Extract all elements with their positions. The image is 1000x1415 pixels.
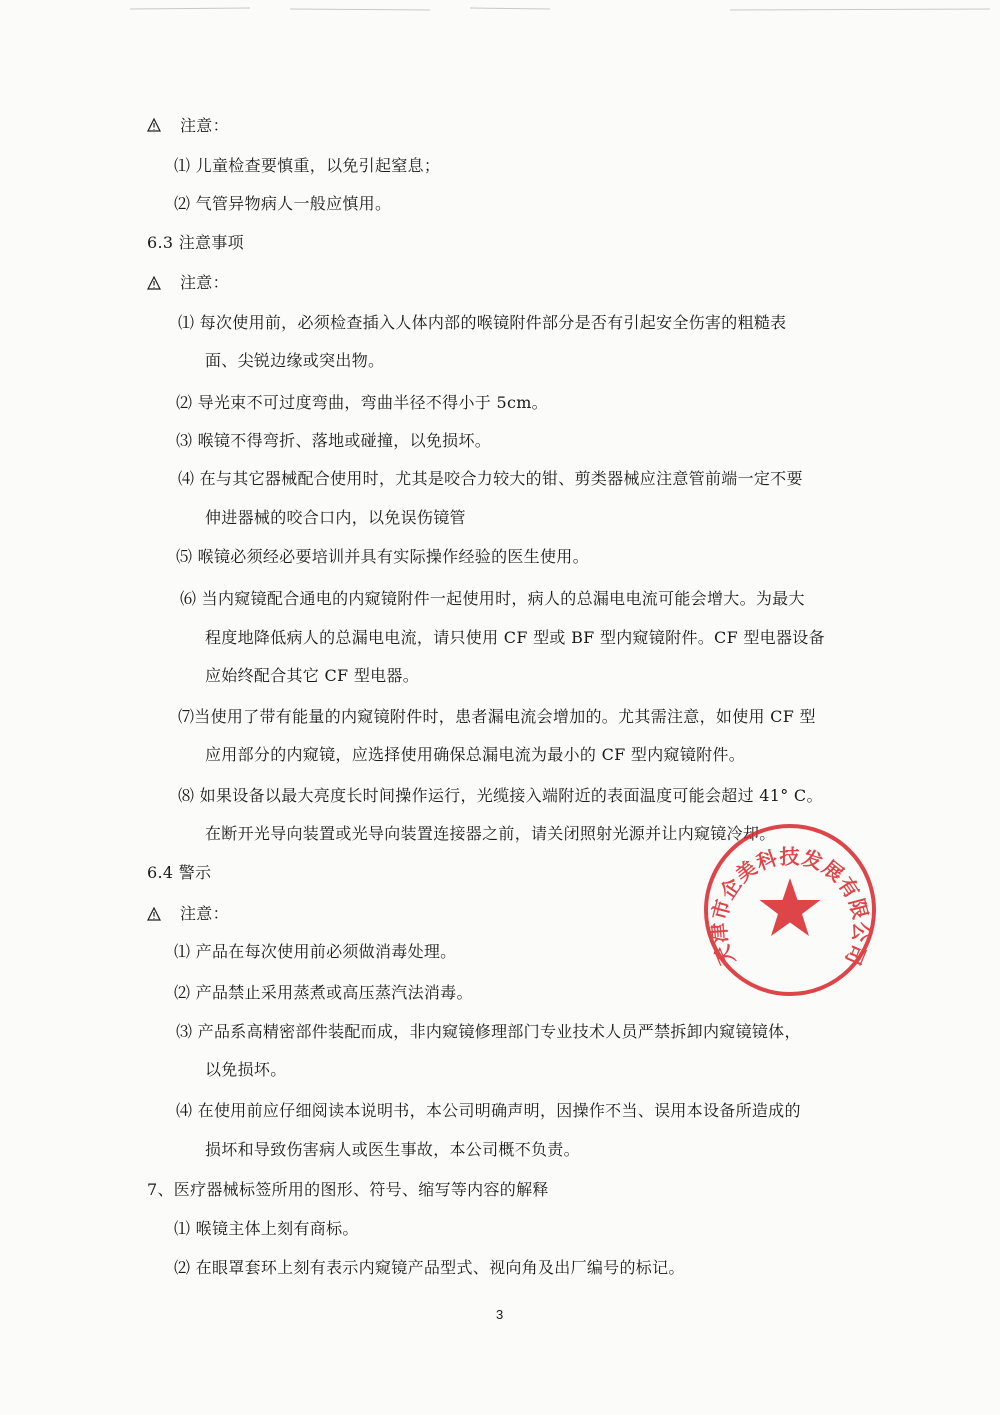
list-item: ⑵ 在眼罩套环上刻有表示内窥镜产品型式、视向角及出厂编号的标记。 (174, 1258, 685, 1277)
list-item-continuation: 程度地降低病人的总漏电电流，请只使用 CF 型或 BF 型内窥镜附件。CF 型电器设备 (205, 628, 825, 647)
list-item-continuation: 在断开光导向装置或光导向装置连接器之前，请关闭照射光源并让内窥镜冷却。 (205, 824, 776, 843)
list-item: ⑵ 导光束不可过度弯曲，弯曲半径不得小于 5cm。 (176, 393, 548, 412)
list-item: ⑹ 当内窥镜配合通电的内窥镜附件一起使用时，病人的总漏电电流可能会增大。为最大 (180, 589, 805, 608)
list-item: ⑵ 气管异物病人一般应慎用。 (174, 194, 392, 213)
list-item: ⑴ 喉镜主体上刻有商标。 (174, 1219, 359, 1238)
list-item-continuation: 伸进器械的咬合口内，以免误伤镜管 (205, 508, 466, 527)
list-item: ⑴ 产品在每次使用前必须做消毒处理。 (174, 942, 457, 961)
svg-text:天津市企美科技发展有限公司: 天津市企美科技发展有限公司 (706, 844, 874, 970)
list-item-continuation: 以免损坏。 (205, 1060, 287, 1079)
list-item: ⑴ 儿童检查要慎重，以免引起窒息； (174, 156, 441, 175)
scan-artifact-line (130, 6, 990, 12)
list-item: ⑸ 喉镜必须经必要培训并具有实际操作经验的医生使用。 (176, 547, 589, 566)
list-item: ⑶ 喉镜不得弯折、落地或碰撞，以免损坏。 (176, 431, 492, 450)
list-item: ⑴ 每次使用前，必须检查插入人体内部的喉镜附件部分是否有引起安全伤害的粗糙表 (178, 313, 787, 332)
list-item-continuation: 面、尖锐边缘或突出物。 (205, 351, 385, 370)
page-number: 3 (496, 1307, 504, 1322)
warning-label: 注意： (180, 273, 229, 292)
list-item-continuation: 应用部分的内窥镜，应选择使用确保总漏电流为最小的 CF 型内窥镜附件。 (205, 745, 746, 764)
section-heading-6-3: 6.3 注意事项 (147, 233, 244, 252)
list-item: ⑷ 在与其它器械配合使用时，尤其是咬合力较大的钳、剪类器械应注意管前端一定不要 (178, 469, 803, 488)
list-item: ⑺当使用了带有能量的内窥镜附件时，患者漏电流会增加的。尤其需注意，如使用 CF 型 (178, 707, 816, 726)
warning-label: 注意： (180, 116, 229, 135)
list-item-continuation: 损坏和导致伤害病人或医生事故，本公司概不负责。 (205, 1140, 580, 1159)
section-heading-6-4: 6.4 警示 (147, 863, 212, 882)
warning-triangle-icon (147, 907, 161, 921)
list-item: ⑻ 如果设备以最大亮度长时间操作运行，光缆接入端附近的表面温度可能会超过 41° C。 (178, 786, 823, 805)
warning-triangle-icon (147, 118, 161, 132)
company-seal-stamp (700, 820, 880, 1000)
list-item: ⑵ 产品禁止采用蒸煮或高压蒸汽法消毒。 (174, 983, 473, 1002)
warning-label: 注意： (180, 904, 229, 923)
warning-triangle-icon (147, 276, 161, 290)
section-heading-7: 7、医疗器械标签所用的图形、符号、缩写等内容的解释 (147, 1180, 549, 1199)
list-item: ⑷ 在使用前应仔细阅读本说明书，本公司明确声明，因操作不当、误用本设备所造成的 (176, 1101, 801, 1120)
list-item-continuation: 应始终配合其它 CF 型电器。 (205, 666, 420, 685)
list-item: ⑶ 产品系高精密部件装配而成，非内窥镜修理部门专业技术人员严禁拆卸内窥镜镜体， (176, 1022, 801, 1041)
